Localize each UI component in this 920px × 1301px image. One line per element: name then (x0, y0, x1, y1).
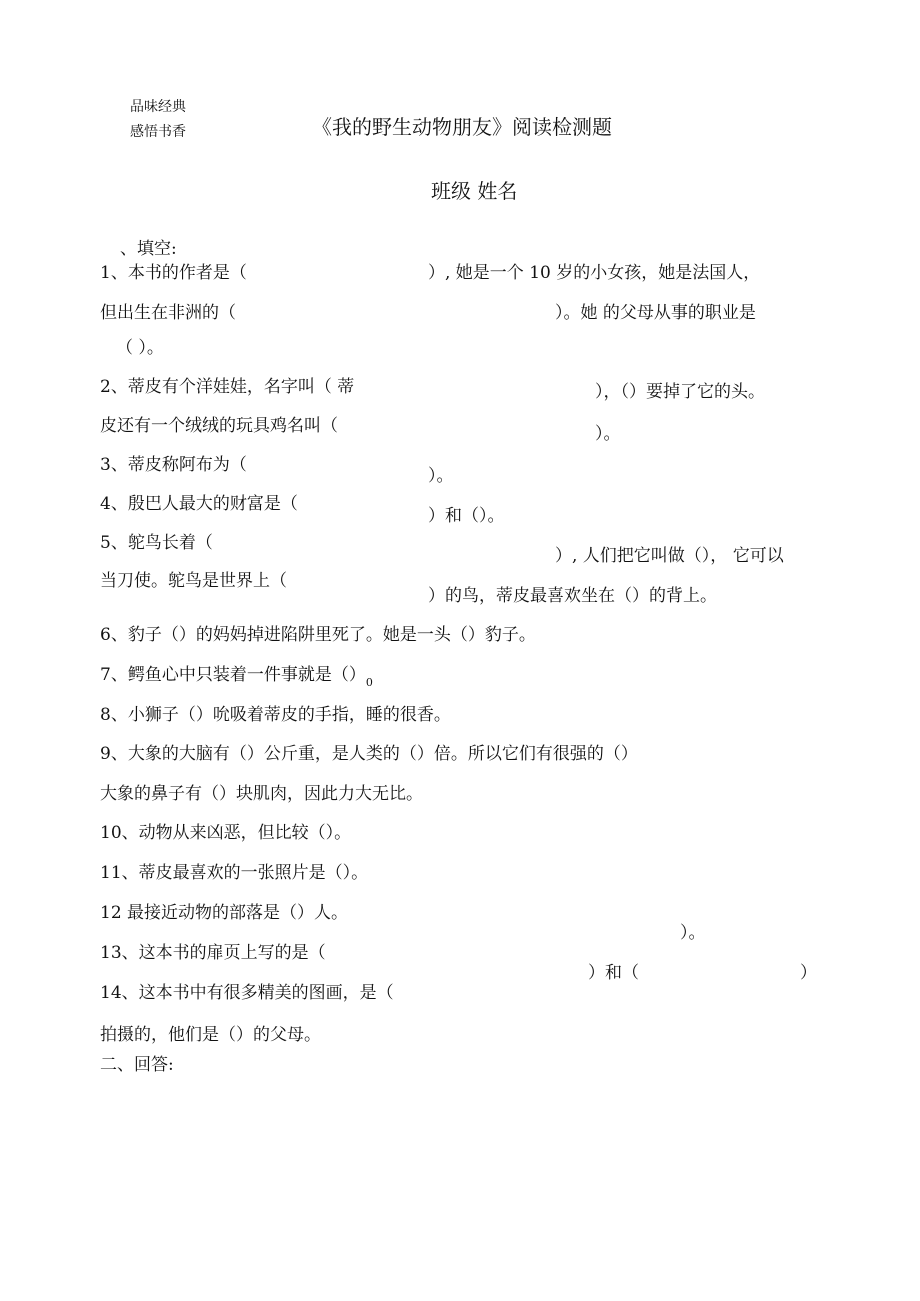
question-2-part-b: ），（）要掉了它的头。 (595, 382, 765, 402)
question-10: 10、动物从来凶恶，但比较（）。 (100, 823, 352, 843)
question-5-part-c: 当刀使。鸵鸟是世界上（ (100, 571, 287, 591)
question-7-mark: 0 (365, 676, 373, 689)
question-3-part-a: 3、蒂皮称阿布为（ (100, 455, 247, 475)
question-7 (100, 664, 373, 688)
question-4-part-b: ）和（）。 (428, 506, 505, 526)
question-13-part-a: 13、这本书的扉页上写的是（ (100, 943, 326, 963)
question-9-part-b: 大象的鼻子有（）块肌肉，因此力大无比。 (100, 784, 423, 804)
document-title: 《我的野生动物朋友》阅读检测题 (312, 115, 612, 139)
header-tag-line-1: 品味经典 (130, 99, 186, 115)
section-2-heading: 二、回答: (100, 1055, 174, 1075)
question-2-part-a: 2、蒂皮有个洋娃娃，名字叫（ 蒂 (100, 377, 355, 397)
question-14-part-a: 14、这本书中有很多精美的图画，是（ (100, 983, 394, 1003)
question-8: 8、小狮子（）吮吸着蒂皮的手指，睡的很香。 (100, 705, 451, 725)
question-12: 12 最接近动物的部落是（）人。 (100, 903, 349, 923)
question-5-part-d: ）的鸟，蒂皮最喜欢坐在（）的背上。 (428, 586, 717, 606)
section-1-heading: 、填空: (120, 239, 177, 259)
question-14-part-d: 拍摄的，他们是（）的父母。 (100, 1025, 321, 1045)
question-2-part-d: ）。 (595, 424, 621, 444)
question-3-part-b: ）。 (428, 466, 454, 486)
header-tag-line-2: 感悟书香 (130, 124, 186, 140)
question-14-part-c: ） (800, 963, 817, 983)
question-2-part-c: 皮还有一个绒绒的玩具鸡名叫（ (100, 416, 338, 436)
question-7-text: 7、鳄鱼心中只装着一件事就是（） (100, 665, 366, 685)
question-1-part-a: 1、本书的作者是（ (100, 263, 247, 283)
question-5-part-b: ）, 人们把它叫做（）， 它可以 (555, 546, 784, 566)
question-14-part-b: ）和（ (588, 963, 639, 983)
question-1-part-c: 但出生在非洲的（ (100, 303, 236, 323)
question-1-part-b: ）, 她是一个 10 岁的小女孩，她是法国人， (428, 263, 761, 283)
question-13-part-b: ）。 (680, 923, 706, 943)
question-9-part-a: 9、大象的大脑有（）公斤重，是人类的（）倍。所以它们有很强的（） (100, 744, 638, 764)
question-11: 11、蒂皮最喜欢的一张照片是（）。 (100, 863, 369, 883)
question-6: 6、豹子（）的妈妈掉进陷阱里死了。她是一头（）豹子。 (100, 625, 536, 645)
question-1-part-e: （ ）。 (116, 338, 164, 358)
question-4-part-a: 4、殷巴人最大的财富是（ (100, 494, 298, 514)
question-1-part-d: ）。她 的父母从事的职业是 (555, 303, 756, 323)
question-5-part-a: 5、鸵鸟长着（ (100, 533, 213, 553)
class-name-line: 班级 姓名 (431, 179, 518, 203)
